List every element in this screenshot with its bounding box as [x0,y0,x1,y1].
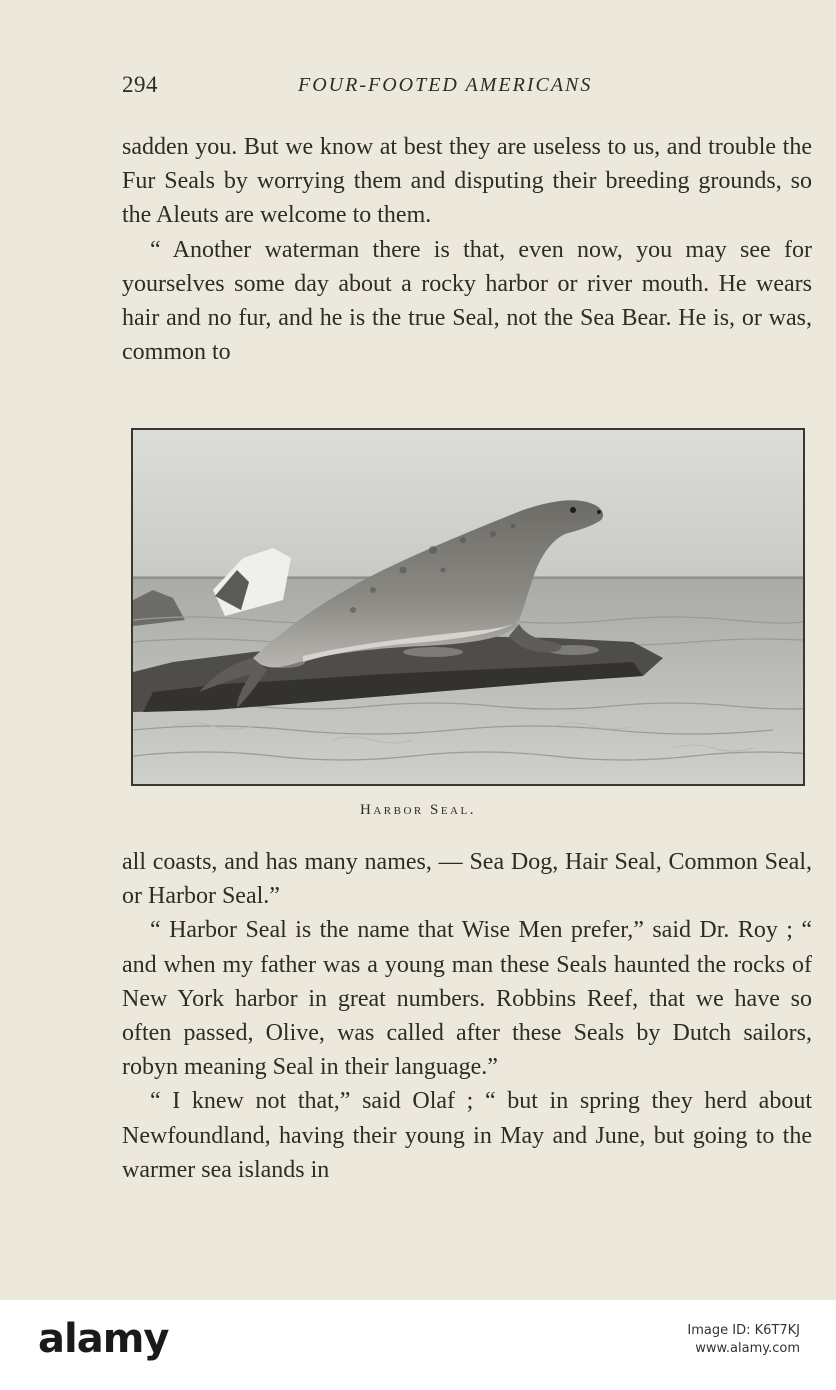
harbor-seal-illustration [131,428,805,786]
body-text-bottom [122,845,812,1187]
paragraph: “ Harbor Seal is the name that Wise Men prefer,” said Dr. Roy ; “ and when my father was a young man these Seals haunted the rocks of New York harbor in great numbers. Robbins Reef, that we have so often passed, Olive, was called after these Seals by Dutch sailors, robyn meaning Seal in their language.” [122,917,812,1081]
running-title: FOUR-FOOTED AMERICANS [298,74,593,96]
paragraph: “ I knew not that,” said Olaf ; “ but in spring they herd about Newfoundland, having their young in May and June, but going to the warmer sea islands in [122,1088,812,1183]
site-url: www.alamy.com [695,1341,800,1356]
figure-caption: Harbor Seal. [360,802,476,818]
body-text-top [122,130,812,369]
watermark-meta [600,1322,800,1358]
page-number: 294 [122,72,158,97]
paragraph: all coasts, and has many names, — Sea Dog, Hair Seal, Common Seal, or Harbor Seal.” [122,849,812,910]
alamy-logo: alamy [38,1316,169,1362]
paragraph: “ Another waterman there is that, even now, you may see for yourselves some day about a rocky harbor or river mouth. He wears hair and no fur, and he is the true Seal, not the Sea Bear. He is, or was, common to [122,236,812,366]
page-header [122,72,812,106]
paragraph: sadden you. But we know at best they are useless to us, and trouble the Fur Seals by worrying them and disputing their breeding grounds, so the Aleuts are welcome to them. [122,134,812,229]
image-id: Image ID: K6T7KJ [687,1323,800,1338]
